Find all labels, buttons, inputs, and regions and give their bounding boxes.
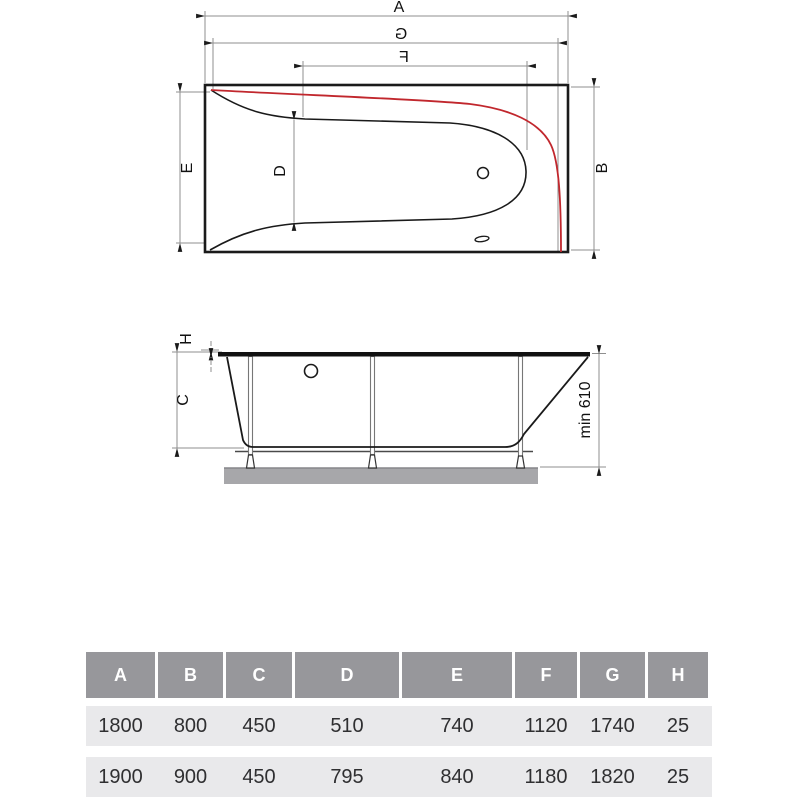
cell-H-1: 25	[666, 715, 690, 737]
overflow-hole-icon	[475, 235, 490, 242]
col-header-H: H	[648, 652, 708, 698]
dim-label-D: D	[272, 165, 289, 177]
overflow-side-icon	[305, 365, 318, 378]
col-header-D: D	[295, 652, 399, 698]
cell-D-2: 795	[330, 766, 364, 788]
table-row	[86, 706, 712, 746]
adjustable-foot-middle	[369, 455, 377, 468]
col-header-C: C	[226, 652, 292, 698]
cell-E-2: 840	[440, 766, 474, 788]
adjustable-foot-left	[247, 455, 255, 468]
cell-F-1: 1120	[524, 715, 568, 737]
col-header-G: G	[580, 652, 645, 698]
cell-F-2: 1180	[524, 766, 568, 788]
cell-B-2: 900	[173, 766, 208, 788]
cell-C-1: 450	[242, 715, 276, 737]
cell-D-1: 510	[330, 715, 364, 737]
dim-label-A: A	[393, 0, 405, 16]
dim-label-H: H	[178, 333, 195, 345]
col-header-F: F	[515, 652, 577, 698]
cell-A-1: 1800	[98, 715, 143, 737]
dimension-table-header	[86, 652, 712, 698]
cell-G-2: 1820	[590, 766, 635, 788]
cell-A-2: 1900	[98, 766, 143, 788]
tub-rim-side	[218, 352, 590, 357]
dim-label-E: E	[179, 162, 196, 174]
bathtub-side-view	[172, 333, 606, 484]
adjustable-foot-right	[517, 456, 525, 468]
dimension-table	[86, 652, 712, 797]
cell-C-2: 450	[242, 766, 276, 788]
cell-E-1: 740	[440, 715, 474, 737]
table-row	[86, 757, 712, 797]
dim-label-C: C	[175, 394, 192, 406]
dim-label-G: G	[394, 26, 408, 43]
dim-label-F: F	[399, 49, 409, 66]
cell-H-2: 25	[666, 766, 690, 788]
ground	[224, 468, 538, 484]
col-header-B: B	[158, 652, 223, 698]
dim-label-B: B	[594, 162, 611, 174]
cell-G-1: 1740	[590, 715, 635, 737]
tub-rim-outline	[205, 85, 568, 252]
cell-B-1: 800	[173, 715, 208, 737]
bathtub-top-view	[176, 0, 611, 252]
dim-label-min-height: min 610	[577, 381, 594, 439]
frame-leg-left	[249, 357, 253, 455]
frame-leg-middle	[371, 357, 375, 455]
tub-body-side-outline	[227, 357, 588, 447]
drain-hole-icon	[478, 168, 489, 179]
col-header-A: A	[86, 652, 155, 698]
col-header-E: E	[402, 652, 512, 698]
